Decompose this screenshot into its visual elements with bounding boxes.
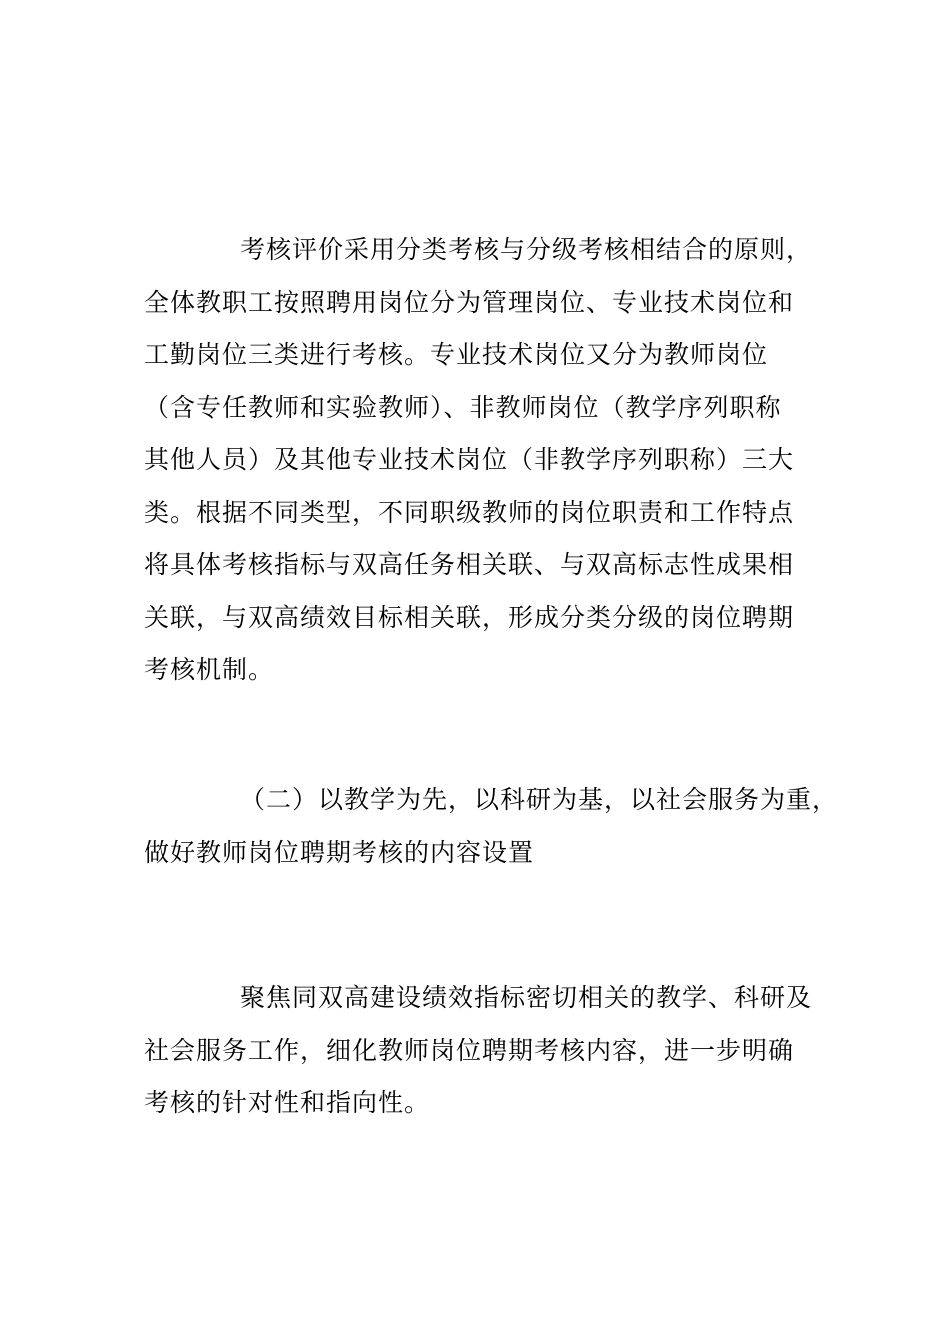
paragraph-focus-performance <box>144 972 814 1130</box>
text-line: 考核评价采用分类考核与分级考核相结合的原则， <box>240 235 813 264</box>
section-heading-two <box>144 774 839 879</box>
text-line: 考核的针对性和指向性。 <box>144 1088 431 1117</box>
text-line: 将具体考核指标与双高任务相关联、与双高标志性成果相 <box>144 550 795 579</box>
paragraph-assessment-principle <box>144 224 814 697</box>
text-line: 考核机制。 <box>144 655 275 684</box>
text-line: （含专任教师和实验教师）、非教师岗位（教学序列职称 <box>144 392 782 422</box>
text-line: 全体教职工按照聘用岗位分为管理岗位、专业技术岗位和 <box>144 287 795 317</box>
text-line: 类。根据不同类型，不同职级教师的岗位职责和工作特点 <box>144 497 795 527</box>
text-line: 做好教师岗位聘期考核的内容设置 <box>144 837 535 867</box>
text-line: （二）以教学为先，以科研为基，以社会服务为重， <box>240 785 839 814</box>
text-line: 工勤岗位三类进行考核。专业技术岗位又分为教师岗位 <box>144 340 769 369</box>
text-line: 社会服务工作，细化教师岗位聘期考核内容，进一步明确 <box>144 1035 795 1065</box>
text-line: 其他人员）及其他专业技术岗位（非教学序列职称）三大 <box>144 445 795 474</box>
text-line: 聚焦同双高建设绩效指标密切相关的教学、科研及 <box>240 983 813 1012</box>
text-line: 关联，与双高绩效目标相关联，形成分类分级的岗位聘期 <box>144 602 795 632</box>
